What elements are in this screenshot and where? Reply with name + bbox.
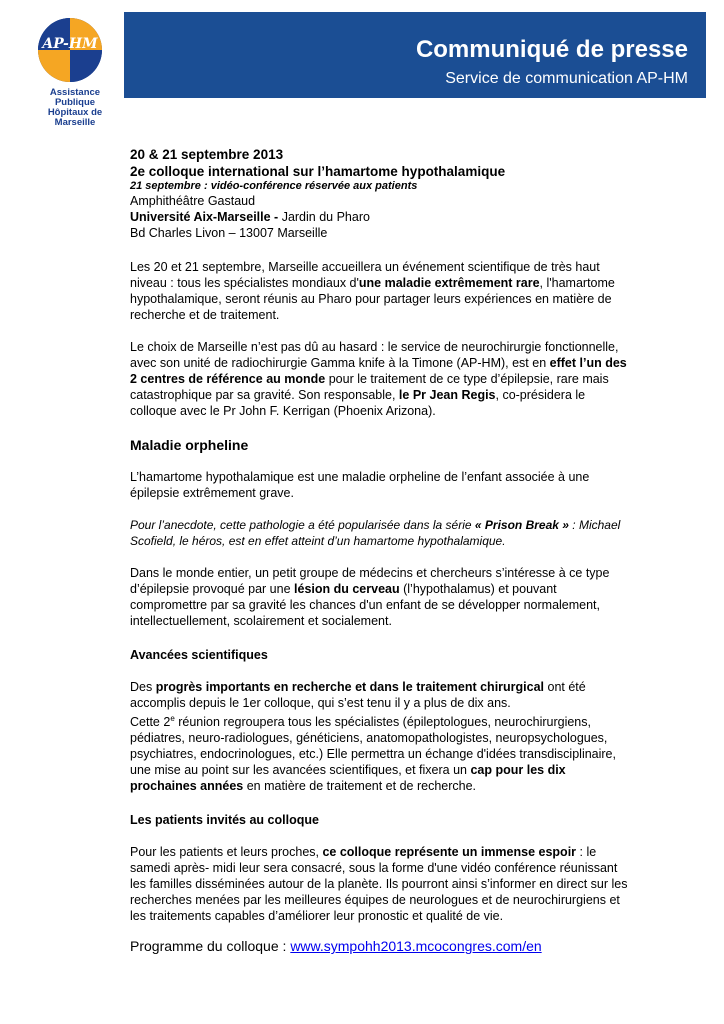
press-release-body xyxy=(130,146,630,954)
logo-org-line1: Assistance Publique xyxy=(49,87,101,108)
event-title: 2e colloque international sur l’hamartome hypothalamique xyxy=(130,164,506,179)
event-venue: Amphithéâtre Gastaud xyxy=(130,194,256,208)
section-heading-avancees: Avancées scientifiques xyxy=(130,648,268,662)
event-garden: Jardin du Pharo xyxy=(278,210,370,224)
intro-paragraph-2: Le choix de Marseille n’est pas dû au hasard : le service de neurochirurgie fonctionnelle, avec son unité de radiochirurgie Gamma knife à la Timone (AP-HM), est en effet l’un des 2 centres de référence au monde pour le traitement de ce type d’épilepsie, rare mais catastrophique par sa gravité. Son responsable, le Pr Jean Regis, co-présidera le colloque avec le Pr John F. Kerrigan (Phoenix Arizona). xyxy=(130,340,627,418)
maladie-paragraph-3: Dans le monde entier, un petit groupe de médecins et chercheurs s’intéresse à ce type d’épilepsie provoqué par une lésion du cerveau (l’hypothalamus) et pouvant compromettre par sa gravité les chances d'un enfant de se développer normalement, intellectuellement, scolairement et socialement. xyxy=(130,566,610,628)
aphm-logo xyxy=(30,12,126,128)
maladie-paragraph-1: L’hamartome hypothalamique est une maladie orpheline de l’enfant associée à une épilepsie extrêmement grave. xyxy=(130,470,590,500)
section-heading-patients: Les patients invités au colloque xyxy=(130,813,319,828)
event-date: 20 & 21 septembre 2013 xyxy=(130,147,284,162)
anecdote-paragraph: Pour l’anecdote, cette pathologie a été popularisée dans la série « Prison Break » : Michael Scofield, le héros, est en effet atteint d’un hamartome hypothalamique. xyxy=(130,518,621,548)
section-heading-maladie: Maladie orpheline xyxy=(130,437,249,453)
avancees-paragraph: Des progrès importants en recherche et dans le traitement chirurgical ont été accomplis depuis le 1er colloque, qui s’est tenu il y a plus de dix ans. Cette 2e réunion regroupera tous les spécialistes (épileptologues, neurochirurgiens, pédiatres, neuro-radiologues, généticiens, anatomopathologistes, neuropsychologues, psychiatres, endocrinologues, etc.) Elle permettra un échange d'idées transdisciplinaire, une mise au point sur les avancées scientifiques, et fixera un cap pour les dix prochaines années en matière de traitement et de recherche. xyxy=(130,680,616,794)
page-title: Communiqué de presse xyxy=(415,36,688,63)
event-info xyxy=(130,146,630,241)
event-university: Université Aix-Marseille - xyxy=(130,210,279,224)
event-location xyxy=(130,209,630,225)
page-subtitle: Service de communication AP-HM xyxy=(445,70,688,87)
program-label: Programme du colloque : xyxy=(130,938,291,955)
intro-paragraph-1: Les 20 et 21 septembre, Marseille accueillera un événement scientifique de très haut niveau : tous les spécialistes mondiaux d'une maladie extrêmement rare, l'hamartome hypothalamique, seront réunis au Pharo pour partager leurs expériences en matière de recherche et de traitement. xyxy=(130,260,615,322)
event-note: 21 septembre : vidéo-conférence réservée aux patients xyxy=(130,180,418,192)
logo-org-line2: Hôpitaux de Marseille xyxy=(47,107,103,128)
logo-monogram: AP-HM xyxy=(42,36,98,52)
patients-paragraph: Pour les patients et leurs proches, ce colloque représente un immense espoir : le samedi après- midi leur sera consacré, sous la forme d'une vidéo conférence réunissant les familles disséminées autour de la planète. Ils pourront ainsi s’informer en direct sur les recherches menées par les meilleures équipes de neurologues et de neurochirurgiens et les traitements capables d’améliorer leur pronostic et qualité de vie. xyxy=(130,845,628,924)
header-banner xyxy=(124,12,706,98)
logo-org-name xyxy=(30,88,120,128)
program-line xyxy=(130,938,630,954)
event-address: Bd Charles Livon – 13007 Marseille xyxy=(130,226,328,240)
program-link[interactable]: www.sympohh2013.mcocongres.com/en xyxy=(290,938,542,955)
